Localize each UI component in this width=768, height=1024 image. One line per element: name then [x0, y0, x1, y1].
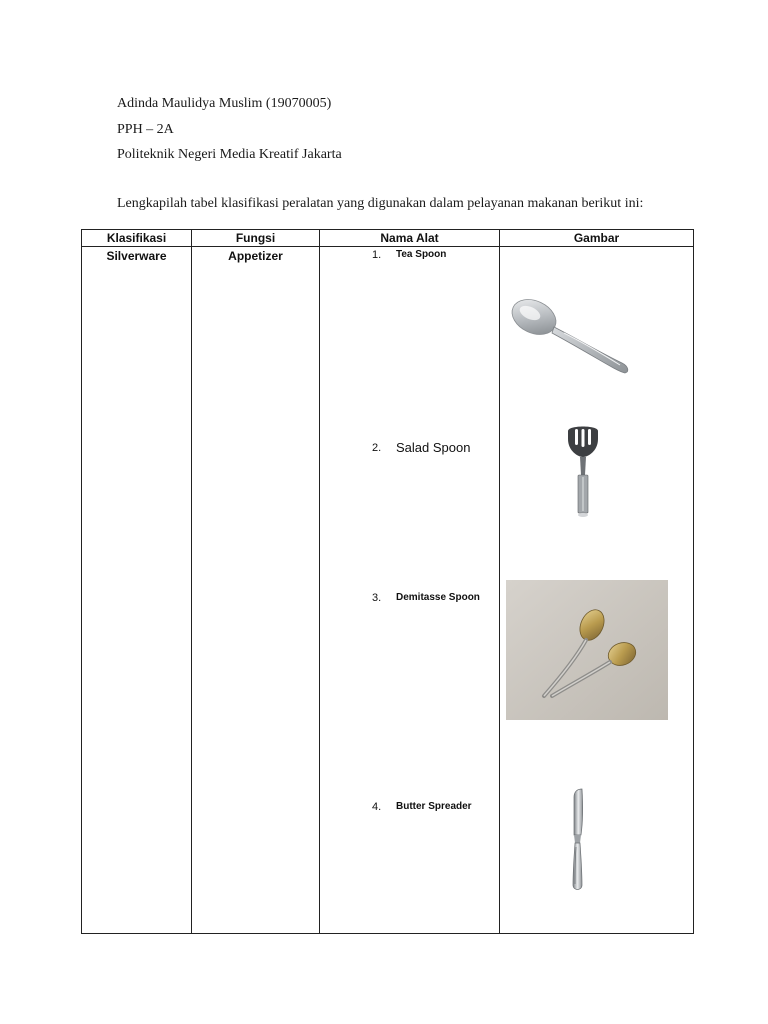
- item-number: 1.: [372, 249, 382, 261]
- institution-name: Politeknik Negeri Media Kreatif Jakarta: [117, 147, 342, 162]
- fungsi-value: Appetizer: [228, 249, 283, 263]
- demitasse-spoon-image: [506, 580, 668, 720]
- column-header-klasifikasi: Klasifikasi: [82, 230, 192, 247]
- cell-klasifikasi: [82, 247, 192, 934]
- item-number: 2.: [372, 442, 382, 454]
- klasifikasi-value: Silverware: [106, 249, 167, 263]
- class-code: PPH – 2A: [117, 122, 174, 137]
- cell-nama-alat: [320, 247, 500, 934]
- item-number: 3.: [372, 592, 382, 604]
- tea-spoon-image: [504, 277, 634, 392]
- item-name: Butter Spreader: [396, 801, 472, 812]
- table-header-row: [82, 230, 694, 247]
- equipment-table: [81, 229, 694, 934]
- item-number: 4.: [372, 801, 382, 813]
- cell-fungsi: [192, 247, 320, 934]
- item-name: Tea Spoon: [396, 249, 447, 260]
- salad-spoon-image: [558, 425, 608, 520]
- column-header-nama-alat: Nama Alat: [320, 230, 500, 247]
- item-name: Salad Spoon: [396, 440, 471, 455]
- instruction-text: Lengkapilah tabel klasifikasi peralatan yang digunakan dalam pelayanan makanan berikut ini:: [117, 196, 644, 211]
- column-header-fungsi: Fungsi: [192, 230, 320, 247]
- column-header-gambar: Gambar: [500, 230, 694, 247]
- table-row: [82, 247, 694, 934]
- item-name: Demitasse Spoon: [396, 592, 480, 603]
- author-name: Adinda Maulidya Muslim (19070005): [117, 96, 332, 111]
- butter-spreader-image: [562, 787, 594, 895]
- cell-gambar: [500, 247, 694, 934]
